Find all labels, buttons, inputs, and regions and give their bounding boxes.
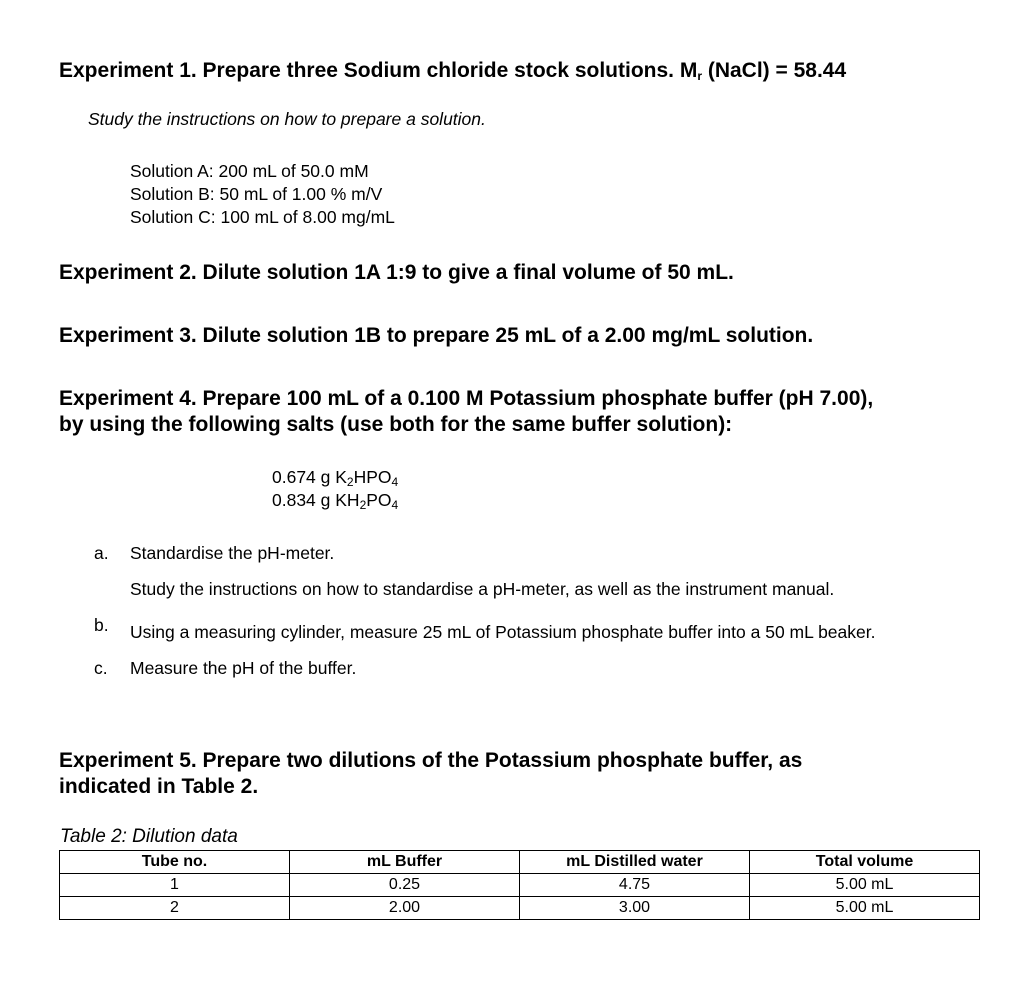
experiment-1-instruction: Study the instructions on how to prepare a solution. (88, 109, 486, 129)
table-header-row (60, 851, 980, 874)
step-c (94, 650, 994, 686)
step-note: Study the instructions on how to standardise a pH-meter, as well as the instrument manual. (130, 579, 835, 599)
cell-ml-distilled-water: 3.00 (520, 897, 750, 920)
table-caption: Table 2: Dilution data (60, 826, 238, 847)
solution-c: Solution C: 100 mL of 8.00 mg/mL (130, 207, 395, 227)
header-tube-no: Tube no. (60, 851, 290, 874)
cell-ml-distilled-water: 4.75 (520, 874, 750, 897)
experiment-4-heading: Experiment 4. Prepare 100 mL of a 0.100 M Potassium phosphate buffer (pH 7.00), by using the following salts (use both for the same buffer solution): (59, 387, 874, 436)
header-ml-buffer: mL Buffer (290, 851, 520, 874)
step-a (94, 542, 994, 600)
step-b (94, 614, 994, 650)
experiment-1-heading: Experiment 1. Prepare three Sodium chloride stock solutions. $M_r$ (NaCl) = 58.44 (59, 59, 847, 83)
table-row (60, 897, 980, 920)
dilution-table (59, 850, 980, 920)
step-text: Standardise the pH-meter. (130, 543, 335, 563)
experiment-2-heading: Experiment 2. Dilute solution 1A 1:9 to give a final volume of 50 mL. (59, 261, 734, 284)
experiment-3-heading: Experiment 3. Dilute solution 1B to prepare 25 mL of a 2.00 mg/mL solution. (59, 324, 814, 347)
cell-ml-buffer: 2.00 (290, 897, 520, 920)
step-marker: a. (94, 543, 109, 563)
solution-list (130, 160, 395, 229)
step-marker: c. (94, 658, 108, 678)
header-total-volume: Total volume (750, 851, 980, 874)
cell-tube-no: 2 (60, 897, 290, 920)
cell-tube-no: 1 (60, 874, 290, 897)
header-ml-distilled-water: mL Distilled water (520, 851, 750, 874)
salt-kh2po4: 0.834 g $KH_2PO_4$ (272, 490, 399, 512)
cell-ml-buffer: 0.25 (290, 874, 520, 897)
cell-total-volume: 5.00 mL (750, 897, 980, 920)
step-text: Measure the pH of the buffer. (130, 658, 357, 678)
table-row (60, 874, 980, 897)
salt-list (272, 466, 398, 512)
step-text: Using a measuring cylinder, measure 25 mL of Potassium phosphate buffer into a 50 mL beaker. (130, 622, 876, 642)
solution-b: Solution B: 50 mL of 1.00 % m/V (130, 184, 383, 204)
cell-total-volume: 5.00 mL (750, 874, 980, 897)
experiment-5-heading: Experiment 5. Prepare two dilutions of the Potassium phosphate buffer, as indicated in Table 2. (59, 749, 803, 798)
step-marker: b. (94, 615, 109, 635)
salt-k2hpo4: 0.674 g $K_2HPO_4$ (272, 467, 399, 489)
solution-a: Solution A: 200 mL of 50.0 mM (130, 161, 369, 181)
experiment-4-steps (94, 542, 994, 686)
